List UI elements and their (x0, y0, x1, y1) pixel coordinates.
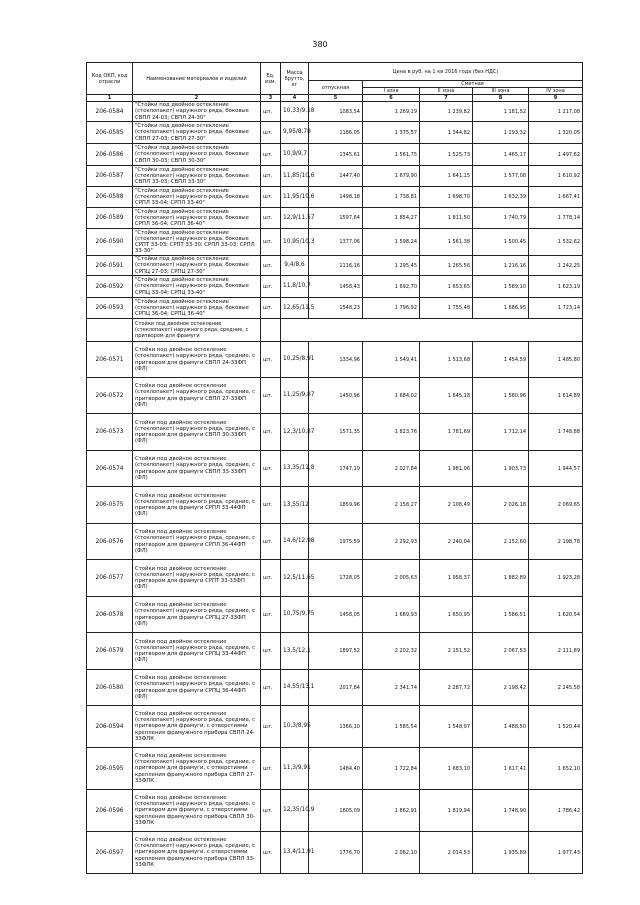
item-code: 206-0588 (87, 187, 133, 208)
item-release-price: 1897,52 (309, 633, 363, 670)
item-name: "Стойки под двойное остекление (стеклопакет) наружного ряда, боковые СРПТ 33-03; СРПТ 33-30; СРПЛ 33-03; СРПЛ 33-30" (133, 229, 261, 256)
item-zone-3-price: 1 500,45 (473, 229, 529, 256)
item-zone-2-price: 1 653,65 (420, 276, 473, 298)
item-zone-1-price: 1 684,02 (363, 378, 420, 414)
item-zone-2-price: 1 958,37 (420, 560, 473, 597)
item-zone-4-price: 1 610,92 (529, 166, 583, 187)
item-unit: шт. (261, 832, 281, 874)
item-zone-3-price: 1 488,50 (473, 706, 529, 748)
item-zone-3-price: 1 580,96 (473, 378, 529, 414)
item-release-price: 1458,43 (309, 276, 363, 298)
item-zone-2-price: 1 641,15 (420, 166, 473, 187)
table-row (87, 187, 583, 208)
item-code: 206-0584 (87, 102, 133, 122)
item-zone-4-price: 1 217,08 (529, 102, 583, 122)
item-zone-4-price: 1 977,43 (529, 832, 583, 874)
section-empty-cell (87, 319, 133, 342)
item-zone-4-price: 2 245,58 (529, 670, 583, 706)
item-zone-4-price: 1 723,14 (529, 298, 583, 319)
item-release-price: 1548,23 (309, 298, 363, 319)
item-zone-1-price: 1 561,75 (363, 144, 420, 166)
item-code: 206-0579 (87, 633, 133, 670)
item-zone-2-price: 2 151,52 (420, 633, 473, 670)
price-table-body (87, 95, 583, 874)
table-row (87, 633, 583, 670)
header-code: Код ОКП, код отрасли (87, 63, 133, 95)
item-zone-2-price: 1 811,50 (420, 208, 473, 229)
item-release-price: 2017,84 (309, 670, 363, 706)
table-row (87, 276, 583, 298)
column-number: 4 (281, 95, 309, 102)
item-mass: 9,4/8,6 (281, 256, 309, 276)
item-zone-4-price: 2 111,89 (529, 633, 583, 670)
item-release-price: 1975,59 (309, 524, 363, 560)
item-unit: шт. (261, 487, 281, 524)
table-row (87, 166, 583, 187)
item-zone-2-price: 2 108,49 (420, 487, 473, 524)
item-release-price: 1859,96 (309, 487, 363, 524)
item-zone-2-price: 1 819,94 (420, 790, 473, 832)
item-unit: шт. (261, 378, 281, 414)
table-row (87, 102, 583, 122)
item-zone-4-price: 1 520,44 (529, 706, 583, 748)
item-mass: 12,9/11,57 (281, 208, 309, 229)
item-mass: 13,55/12 (281, 487, 309, 524)
header-price: Цена в руб. на 1 кв 2016 года (без НДС) (309, 63, 583, 81)
table-row (87, 748, 583, 790)
item-zone-1-price: 2 158,27 (363, 487, 420, 524)
item-release-price: 1728,05 (309, 560, 363, 597)
header-release: отпускная (309, 81, 363, 95)
item-code: 206-0572 (87, 378, 133, 414)
item-mass: 12,35/10,9 (281, 790, 309, 832)
item-zone-3-price: 1 617,41 (473, 748, 529, 790)
item-unit: шт. (261, 256, 281, 276)
item-zone-3-price: 1 589,10 (473, 276, 529, 298)
item-zone-4-price: 1 623,19 (529, 276, 583, 298)
item-zone-2-price: 1 698,70 (420, 187, 473, 208)
table-row (87, 122, 583, 144)
item-zone-4-price: 1 485,80 (529, 342, 583, 378)
item-zone-2-price: 2 014,53 (420, 832, 473, 874)
table-row (87, 560, 583, 597)
table-row (87, 706, 583, 748)
item-unit: шт. (261, 187, 281, 208)
item-mass: 10,95/10,3 (281, 229, 309, 256)
item-unit: шт. (261, 748, 281, 790)
item-mass: 11,3/9,91 (281, 748, 309, 790)
item-release-price: 1571,35 (309, 414, 363, 451)
item-name: Стойки под двойное остекление (стеклопакет) наружного ряда, средние, с притвором для фрамуги, с отверстиями крепления фрамужного прибора СВПЛ 24-33ФЛК (133, 706, 261, 748)
item-name: Стойки под двойное остекление (стеклопакет) наружного ряда, средние, с притвором для фрамуги СВПЛ 33-33ФП (ФЛ) (133, 451, 261, 487)
item-zone-4-price: 1 786,42 (529, 790, 583, 832)
item-zone-3-price: 1 216,16 (473, 256, 529, 276)
item-code: 206-0595 (87, 748, 133, 790)
item-zone-2-price: 1 525,73 (420, 144, 473, 166)
item-code: 206-0594 (87, 706, 133, 748)
item-zone-3-price: 2 026,18 (473, 487, 529, 524)
item-zone-4-price: 1 497,62 (529, 144, 583, 166)
section-title: Стойки под двойное остекление (стеклопакет) наружного ряда, средние, с притвором для фрамуги (133, 319, 261, 342)
item-zone-3-price: 1 577,08 (473, 166, 529, 187)
item-zone-4-price: 1 242,25 (529, 256, 583, 276)
header-zone-1: I зона (363, 88, 420, 95)
item-mass: 11,8/10,7 (281, 276, 309, 298)
page-number: 380 (312, 40, 328, 49)
item-name: "Стойки под двойное остекление (стеклопакет) наружного ряда, боковые СРПЦ 33-04; СРПЦ 33-40" (133, 276, 261, 298)
table-row (87, 208, 583, 229)
item-name: "Стойки под двойное остекление (стеклопакет) наружного ряда, боковые СРПЦ 36-04; СРПЦ 36-40" (133, 298, 261, 319)
item-code: 206-0585 (87, 122, 133, 144)
item-unit: шт. (261, 524, 281, 560)
column-number: 9 (529, 95, 583, 102)
item-zone-1-price: 1 585,54 (363, 706, 420, 748)
item-zone-2-price: 1 513,68 (420, 342, 473, 378)
item-code: 206-0573 (87, 414, 133, 451)
item-code: 206-0589 (87, 208, 133, 229)
item-name: "Стойки под двойное остекление (стеклопакет) наружного ряда, боковые СРПЛ 36-04; СРПЛ 36-40" (133, 208, 261, 229)
price-table (86, 62, 583, 874)
item-mass: 12,65/11,5 (281, 298, 309, 319)
column-number: 1 (87, 95, 133, 102)
item-zone-2-price: 1 755,48 (420, 298, 473, 319)
section-empty-cell (281, 319, 583, 342)
table-row (87, 487, 583, 524)
table-row (87, 451, 583, 487)
item-zone-3-price: 1 181,52 (473, 102, 529, 122)
item-code: 206-0571 (87, 342, 133, 378)
item-mass: 9,95/8,78 (281, 122, 309, 144)
item-zone-3-price: 1 748,90 (473, 790, 529, 832)
item-release-price: 1366,10 (309, 706, 363, 748)
item-zone-4-price: 1 532,62 (529, 229, 583, 256)
table-row (87, 256, 583, 276)
item-mass: 10,9/9,7 (281, 144, 309, 166)
item-name: Стойки под двойное остекление (стеклопакет) наружного ряда, средние, с притвором для фрамуги, с отверстиями крепления фрамужного прибора СВПЛ 33-33ФЛК (133, 832, 261, 874)
item-unit: шт. (261, 298, 281, 319)
item-release-price: 1345,61 (309, 144, 363, 166)
item-zone-4-price: 1 778,14 (529, 208, 583, 229)
item-unit: шт. (261, 790, 281, 832)
item-zone-1-price: 1 375,57 (363, 122, 420, 144)
item-zone-3-price: 1 293,32 (473, 122, 529, 144)
item-unit: шт. (261, 342, 281, 378)
item-unit: шт. (261, 706, 281, 748)
item-release-price: 1776,70 (309, 832, 363, 874)
item-mass: 11,95/10,6 (281, 187, 309, 208)
item-zone-2-price: 2 287,72 (420, 670, 473, 706)
item-unit: шт. (261, 451, 281, 487)
item-zone-2-price: 1 781,69 (420, 414, 473, 451)
table-row (87, 229, 583, 256)
item-zone-4-price: 1 320,05 (529, 122, 583, 144)
item-name: Стойки под двойное остекление (стеклопакет) наружного ряда, средние, с притвором для фрамуги, с отверстиями крепления фрамужного прибора СВПЛ 30-33ФЛК (133, 790, 261, 832)
header-zone-2: II зона (420, 88, 473, 95)
item-zone-2-price: 1 561,38 (420, 229, 473, 256)
item-zone-2-price: 1 239,82 (420, 102, 473, 122)
item-release-price: 1484,40 (309, 748, 363, 790)
item-release-price: 1450,96 (309, 378, 363, 414)
item-code: 206-0575 (87, 487, 133, 524)
item-zone-4-price: 1 748,88 (529, 414, 583, 451)
header-estimate: Сметная (363, 81, 583, 88)
item-unit: шт. (261, 229, 281, 256)
item-name: Стойки под двойное остекление (стеклопакет) наружного ряда, средние, с притвором для фрамуги СВПЛ 24-33ФП (ФЛ) (133, 342, 261, 378)
item-release-price: 1334,96 (309, 342, 363, 378)
table-row (87, 790, 583, 832)
item-zone-3-price: 1 935,89 (473, 832, 529, 874)
item-release-price: 1116,16 (309, 256, 363, 276)
item-zone-4-price: 1 923,28 (529, 560, 583, 597)
item-code: 206-0577 (87, 560, 133, 597)
table-row (87, 414, 583, 451)
item-mass: 12,5/11,65 (281, 560, 309, 597)
item-code: 206-0597 (87, 832, 133, 874)
item-zone-3-price: 1 882,89 (473, 560, 529, 597)
item-name: "Стойки под двойное остекление (стеклопакет) наружного ряда, боковые СВПЛ 33-03; СВПЛ 33-30" (133, 166, 261, 187)
item-mass: 14,6/12,98 (281, 524, 309, 560)
item-zone-1-price: 2 292,93 (363, 524, 420, 560)
item-release-price: 1458,05 (309, 597, 363, 633)
item-mass: 12,3/10,87 (281, 414, 309, 451)
item-zone-4-price: 1 614,89 (529, 378, 583, 414)
item-zone-3-price: 1 632,39 (473, 187, 529, 208)
header-zone-3: III зона (473, 88, 529, 95)
item-mass: 10,33/9,18 (281, 102, 309, 122)
item-unit: шт. (261, 166, 281, 187)
item-code: 206-0574 (87, 451, 133, 487)
table-row (87, 342, 583, 378)
table-row (87, 378, 583, 414)
table-row (87, 670, 583, 706)
item-zone-1-price: 2 062,10 (363, 832, 420, 874)
item-zone-1-price: 1 823,76 (363, 414, 420, 451)
header-name: Наименование материалов и изделий (133, 63, 261, 95)
item-unit: шт. (261, 144, 281, 166)
item-zone-3-price: 1 586,51 (473, 597, 529, 633)
item-unit: шт. (261, 414, 281, 451)
item-unit: шт. (261, 670, 281, 706)
item-code: 206-0592 (87, 276, 133, 298)
item-zone-4-price: 1 667,41 (529, 187, 583, 208)
item-name: Стойки под двойное остекление (стеклопакет) наружного ряда, средние, с притвором для фрамуги СРПЦ 27-33ФП (ФЛ) (133, 597, 261, 633)
item-zone-2-price: 1 548,97 (420, 706, 473, 748)
item-zone-4-price: 1 620,54 (529, 597, 583, 633)
item-zone-1-price: 1 738,81 (363, 187, 420, 208)
table-row (87, 832, 583, 874)
item-code: 206-0578 (87, 597, 133, 633)
item-zone-1-price: 1 722,84 (363, 748, 420, 790)
item-code: 206-0586 (87, 144, 133, 166)
item-name: Стойки под двойное остекление (стеклопакет) наружного ряда, средние, с притвором для фрамуги СВПЛ 27-33ФП (ФЛ) (133, 378, 261, 414)
item-unit: шт. (261, 560, 281, 597)
item-release-price: 1186,05 (309, 122, 363, 144)
item-zone-1-price: 2 005,63 (363, 560, 420, 597)
item-zone-3-price: 1 903,73 (473, 451, 529, 487)
item-zone-4-price: 2 069,65 (529, 487, 583, 524)
item-zone-3-price: 1 740,79 (473, 208, 529, 229)
item-zone-2-price: 1 645,18 (420, 378, 473, 414)
item-zone-3-price: 2 067,53 (473, 633, 529, 670)
item-mass: 11,85/10,6 (281, 166, 309, 187)
column-number-row (87, 95, 583, 102)
item-code: 206-0590 (87, 229, 133, 256)
item-release-price: 1605,09 (309, 790, 363, 832)
item-zone-4-price: 1 944,57 (529, 451, 583, 487)
item-name: "Стойки под двойное остекление (стеклопакет) наружного ряда, боковые СВПЛ 27-03; СВПЛ 27-30" (133, 122, 261, 144)
item-name: "Стойки под двойное остекление (стеклопакет) наружного ряда, боковые СРПЛ 33-04; СРПЛ 33-40" (133, 187, 261, 208)
item-name: Стойки под двойное остекление (стеклопакет) наружного ряда, средние, с притвором для фрамуги, с отверстиями крепления фрамужного прибора СВПЛ 27-33ФЛК (133, 748, 261, 790)
item-zone-2-price: 1 650,95 (420, 597, 473, 633)
item-name: Стойки под двойное остекление (стеклопакет) наружного ряда, средние, с притвором для фрамуги СРПЦ 36-44ФП (ФЛ) (133, 670, 261, 706)
item-release-price: 1377,06 (309, 229, 363, 256)
item-mass: 10,3/8,95 (281, 706, 309, 748)
item-zone-2-price: 1 683,10 (420, 748, 473, 790)
item-zone-3-price: 1 686,95 (473, 298, 529, 319)
item-mass: 10,75/9,75 (281, 597, 309, 633)
item-unit: шт. (261, 633, 281, 670)
item-mass: 13,35/11,8 (281, 451, 309, 487)
item-release-price: 1447,40 (309, 166, 363, 187)
column-number: 5 (309, 95, 363, 102)
item-zone-3-price: 2 198,42 (473, 670, 529, 706)
header-mass: Масса брутто, кг (281, 63, 309, 95)
item-mass: 13,5/12,1 (281, 633, 309, 670)
item-name: "Стойки под двойное остекление (стеклопакет) наружного ряда, боковые СВПЛ 24-03; СВПЛ 24-30" (133, 102, 261, 122)
item-unit: шт. (261, 276, 281, 298)
item-zone-2-price: 1 981,06 (420, 451, 473, 487)
column-number: 6 (363, 95, 420, 102)
section-empty-cell (261, 319, 281, 342)
item-zone-1-price: 1 854,27 (363, 208, 420, 229)
item-name: Стойки под двойное остекление (стеклопакет) наружного ряда, средние, с притвором для фрамуги СРПЦ 33-44ФП (ФЛ) (133, 633, 261, 670)
column-number: 3 (261, 95, 281, 102)
item-unit: шт. (261, 208, 281, 229)
item-zone-1-price: 1 692,70 (363, 276, 420, 298)
item-mass: 11,25/9,87 (281, 378, 309, 414)
item-release-price: 1747,19 (309, 451, 363, 487)
item-zone-1-price: 1 269,19 (363, 102, 420, 122)
item-unit: шт. (261, 102, 281, 122)
item-name: Стойки под двойное остекление (стеклопакет) наружного ряда, средние, с притвором для фрамуги СРПТ 33-33ФП (ФЛ) (133, 560, 261, 597)
item-name: "Стойки под двойное остекление (стеклопакет) наружного ряда, боковые СРПЦ 27-03; СРПЦ 27-30" (133, 256, 261, 276)
item-name: "Стойки под двойное остекление (стеклопакет) наружного ряда, боковые СВПЛ 30-03; СВПЛ 30-30" (133, 144, 261, 166)
item-zone-3-price: 1 465,17 (473, 144, 529, 166)
item-zone-3-price: 1 454,59 (473, 342, 529, 378)
item-mass: 10,25/8,91 (281, 342, 309, 378)
item-zone-1-price: 1 679,90 (363, 166, 420, 187)
item-code: 206-0576 (87, 524, 133, 560)
item-zone-1-price: 2 027,84 (363, 451, 420, 487)
header-unit: Ед. изм. (261, 63, 281, 95)
item-code: 206-0591 (87, 256, 133, 276)
item-zone-4-price: 2 198,78 (529, 524, 583, 560)
item-zone-3-price: 1 712,14 (473, 414, 529, 451)
item-unit: шт. (261, 597, 281, 633)
item-mass: 14,55/13,1 (281, 670, 309, 706)
item-zone-1-price: 1 689,93 (363, 597, 420, 633)
header-zone-4: IV зона (529, 88, 583, 95)
item-code: 206-0580 (87, 670, 133, 706)
item-zone-1-price: 1 549,41 (363, 342, 420, 378)
item-zone-3-price: 2 152,60 (473, 524, 529, 560)
item-release-price: 1083,54 (309, 102, 363, 122)
item-zone-1-price: 1 862,91 (363, 790, 420, 832)
item-zone-2-price: 2 240,04 (420, 524, 473, 560)
item-zone-1-price: 1 295,45 (363, 256, 420, 276)
item-code: 206-0596 (87, 790, 133, 832)
item-mass: 13,4/11,91 (281, 832, 309, 874)
column-number: 2 (133, 95, 261, 102)
item-zone-1-price: 1 598,24 (363, 229, 420, 256)
item-release-price: 1597,64 (309, 208, 363, 229)
item-zone-1-price: 1 796,92 (363, 298, 420, 319)
column-number: 7 (420, 95, 473, 102)
item-name: Стойки под двойное остекление (стеклопакет) наружного ряда, средние, с притвором для фрамуги СВПЛ 30-33ФП (ФЛ) (133, 414, 261, 451)
section-row (87, 319, 583, 342)
item-unit: шт. (261, 122, 281, 144)
item-name: Стойки под двойное остекление (стеклопакет) наружного ряда, средние, с притвором для фрамуги СРПЛ 36-44ФП (ФЛ) (133, 524, 261, 560)
table-row (87, 298, 583, 319)
item-zone-2-price: 1 344,82 (420, 122, 473, 144)
item-release-price: 1498,18 (309, 187, 363, 208)
item-zone-1-price: 2 341,74 (363, 670, 420, 706)
item-zone-4-price: 1 652,10 (529, 748, 583, 790)
table-row (87, 524, 583, 560)
table-row (87, 144, 583, 166)
item-code: 206-0587 (87, 166, 133, 187)
item-zone-2-price: 1 265,56 (420, 256, 473, 276)
table-row (87, 597, 583, 633)
item-name: Стойки под двойное остекление (стеклопакет) наружного ряда, средние, с притвором для фрамуги СРПЛ 33-44ФП (ФЛ) (133, 487, 261, 524)
item-zone-1-price: 2 202,32 (363, 633, 420, 670)
column-number: 8 (473, 95, 529, 102)
item-code: 206-0593 (87, 298, 133, 319)
